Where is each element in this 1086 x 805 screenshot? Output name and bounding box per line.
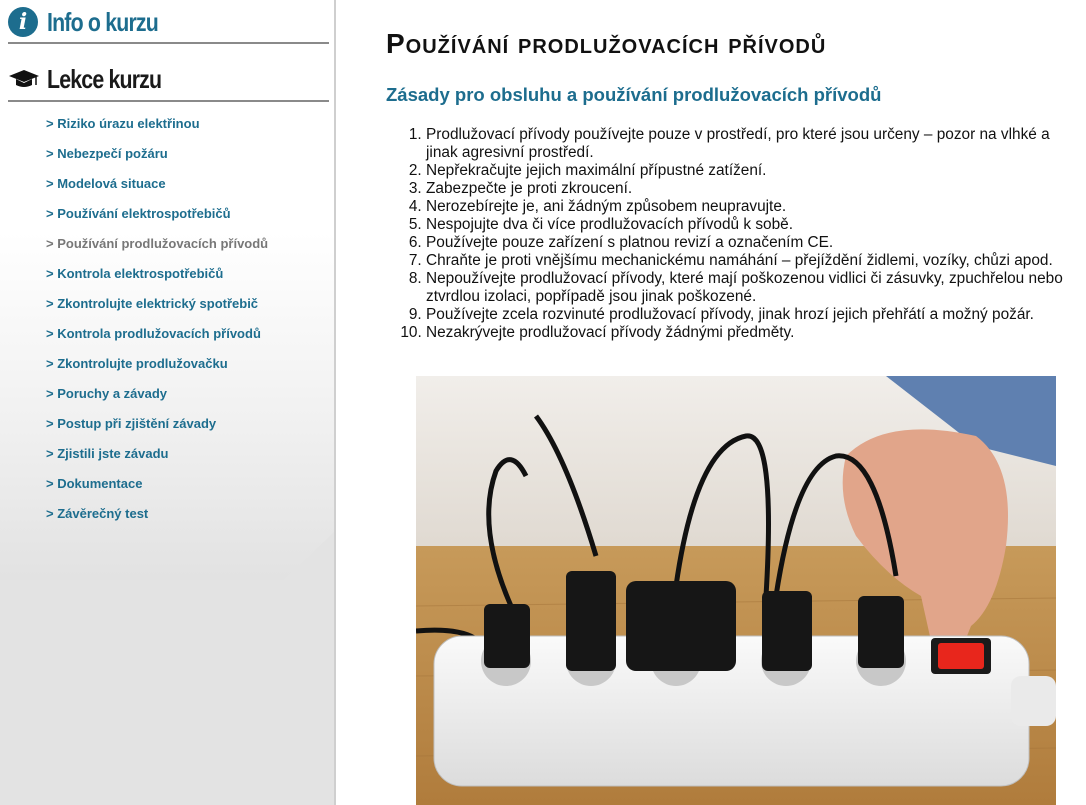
sidebar-item-lesson[interactable]: > Používání prodlužovacích přívodů xyxy=(46,236,269,251)
sidebar-item-lesson[interactable]: > Dokumentace xyxy=(46,476,143,491)
info-section-header[interactable] xyxy=(8,2,329,44)
rule-item: 3. Zabezpečte je proti zkroucení. xyxy=(426,180,1081,198)
rule-item: 5. Nespojujte dva či více prodlužovacích přívodů k sobě. xyxy=(426,216,1081,234)
rule-item: 7. Chraňte je proti vnějšímu mechanickému namáhání – přejíždění židlemi, vozíky, chůzi apod. xyxy=(426,252,1081,270)
rule-item: 8. Nepoužívejte prodlužovací přívody, které mají poškozenou vidlici či zásuvky, zpuchřelou nebo ztvrdlou izolaci, popřípadě jsou jinak poškozené. xyxy=(426,270,1081,306)
sidebar-item-lesson[interactable]: > Závěrečný test xyxy=(46,506,149,521)
rule-item: 2. Nepřekračujte jejich maximální přípustné zatížení. xyxy=(426,162,1081,180)
sidebar xyxy=(0,0,336,805)
sidebar-item-lesson[interactable]: > Zkontrolujte prodlužovačku xyxy=(46,356,228,371)
sidebar-item-lesson[interactable]: > Riziko úrazu elektřinou xyxy=(46,116,200,131)
sidebar-item-lesson[interactable]: > Používání elektrospotřebičů xyxy=(46,206,231,221)
sidebar-item-lesson[interactable]: > Zkontrolujte elektrický spotřebič xyxy=(46,296,259,311)
graduation-cap-icon xyxy=(8,68,40,90)
sidebar-item-lesson[interactable]: > Zjistili jste závadu xyxy=(46,446,169,461)
rule-item: 10. Nezakrývejte prodlužovací přívody žádnými předměty. xyxy=(426,324,1081,342)
rule-item: 9. Používejte zcela rozvinuté prodlužovací přívody, jinak hrozí jejich přehřátí a možný požár. xyxy=(426,306,1081,324)
rule-item: 4. Nerozebírejte je, ani žádným způsobem neupravujte. xyxy=(426,198,1081,216)
page-title: Používání prodlužovacích přívodů xyxy=(386,28,827,59)
sidebar-item-lesson[interactable]: > Modelová situace xyxy=(46,176,166,191)
sidebar-item-lesson[interactable]: > Postup při zjištění závady xyxy=(46,416,217,431)
rule-item: 6. Používejte pouze zařízení s platnou revizí a označením CE. xyxy=(426,234,1081,252)
sidebar-item-lesson[interactable]: > Poruchy a závady xyxy=(46,386,168,401)
lesson-list xyxy=(46,112,268,532)
rule-item: 1. Prodlužovací přívody používejte pouze v prostředí, pro které jsou určeny – pozor na vlhké a jinak agresivní prostředí. xyxy=(426,126,1081,162)
info-title[interactable]: Info o kurzu xyxy=(47,6,158,37)
lessons-section-header xyxy=(8,58,329,102)
info-icon: i xyxy=(8,7,38,37)
sidebar-item-lesson[interactable]: > Kontrola elektrospotřebičů xyxy=(46,266,224,281)
sidebar-item-lesson[interactable]: > Kontrola prodlužovacích přívodů xyxy=(46,326,261,341)
rules-list xyxy=(426,126,1081,342)
sidebar-divider xyxy=(334,0,336,805)
extension-cord-photo xyxy=(416,376,1056,805)
lessons-title: Lekce kurzu xyxy=(47,63,162,94)
sidebar-item-lesson[interactable]: > Nebezpečí požáru xyxy=(46,146,168,161)
section-subtitle: Zásady pro obsluhu a používání prodlužovacích přívodů xyxy=(386,84,882,105)
